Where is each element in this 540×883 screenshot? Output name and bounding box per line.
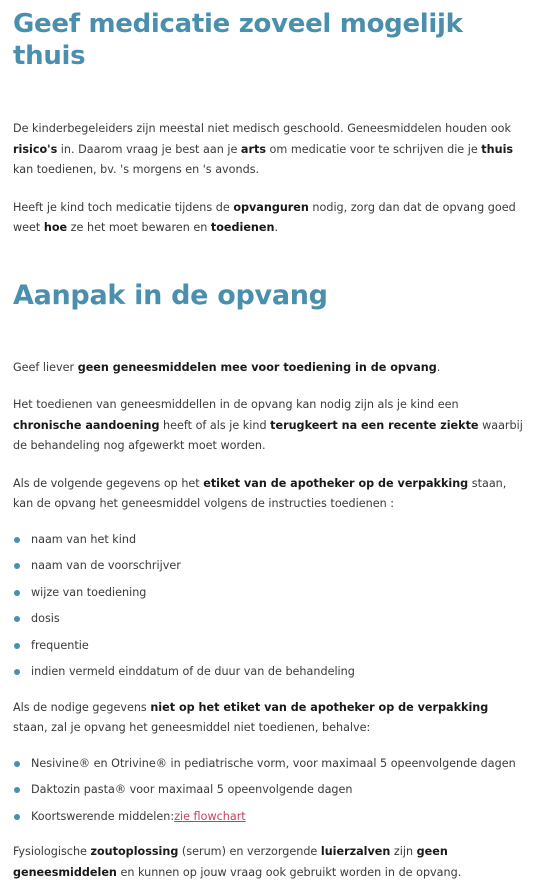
- bullet-icon: [14, 537, 20, 543]
- list-item: frequentie: [13, 633, 526, 660]
- saline-paragraph: Fysiologische zoutoplossing (serum) en verzorgende luierzalven zijn geen geneesmiddelen en kunnen op jouw vraag ook gebruikt worden in de opvang.: [13, 845, 462, 879]
- daycare-hours-paragraph: Heeft je kind toch medicatie tijdens de opvanguren nodig, zorg dan dat de opvang goed weet hoe ze het moet bewaren en toedienen.: [13, 200, 516, 234]
- list-item: wijze van toediening: [13, 580, 526, 607]
- list-item: Daktozin pasta® voor maximaal 5 opeenvolgende dagen: [13, 777, 526, 804]
- flowchart-link[interactable]: zie flowchart: [174, 809, 246, 823]
- chronic-paragraph: Het toedienen van geneesmiddellen in de opvang kan nodig zijn als je kind een chronische aandoening heeft of als je kind terugkeert na een recente ziekte waarbij de behandeling nog afgewerkt moet worden.: [13, 398, 523, 452]
- list-item: dosis: [13, 606, 526, 633]
- label-info-paragraph: Als de volgende gegevens op het etiket van de apotheker op de verpakking staan, kan de opvang het geneesmiddel volgens de instructies toedienen :: [13, 476, 507, 510]
- list-item: Koortswerende middelen: zie flowchart: [13, 804, 526, 831]
- exceptions-paragraph: Als de nodige gegevens niet op het etiket van de apotheker op de verpakking staan, zal je opvang het geneesmiddel niet toedienen, behalve:: [13, 700, 489, 734]
- heading-approach-daycare: Aanpak in de opvang: [13, 279, 328, 311]
- heading-home-medication: Geef medicatie zoveel mogelijk thuis: [13, 9, 463, 71]
- bullet-icon: [14, 761, 20, 767]
- bullet-icon: [14, 563, 20, 569]
- bullet-icon: [14, 787, 20, 793]
- bullet-icon: [14, 814, 20, 820]
- exceptions-list: [13, 751, 526, 831]
- bullet-icon: [14, 616, 20, 622]
- list-item: naam van het kind: [13, 527, 526, 554]
- bullet-icon: [14, 669, 20, 675]
- list-item: naam van de voorschrijver: [13, 553, 526, 580]
- intro-paragraph: De kinderbegeleiders zijn meestal niet medisch geschoold. Geneesmiddelen houden ook risico's in. Daarom vraag je best aan je arts om medicatie voor te schrijven die je thuis kan toedienen, bv. 's morgens en 's avonds.: [13, 122, 514, 176]
- advice-paragraph: Geef liever geen geneesmiddelen mee voor toediening in de opvang.: [13, 360, 441, 374]
- label-requirements-list: [13, 527, 526, 686]
- bullet-icon: [14, 643, 20, 649]
- list-item: Nesivine® en Otrivine® in pediatrische vorm, voor maximaal 5 opeenvolgende dagen: [13, 751, 526, 778]
- list-item: indien vermeld einddatum of de duur van de behandeling: [13, 659, 526, 686]
- bullet-icon: [14, 590, 20, 596]
